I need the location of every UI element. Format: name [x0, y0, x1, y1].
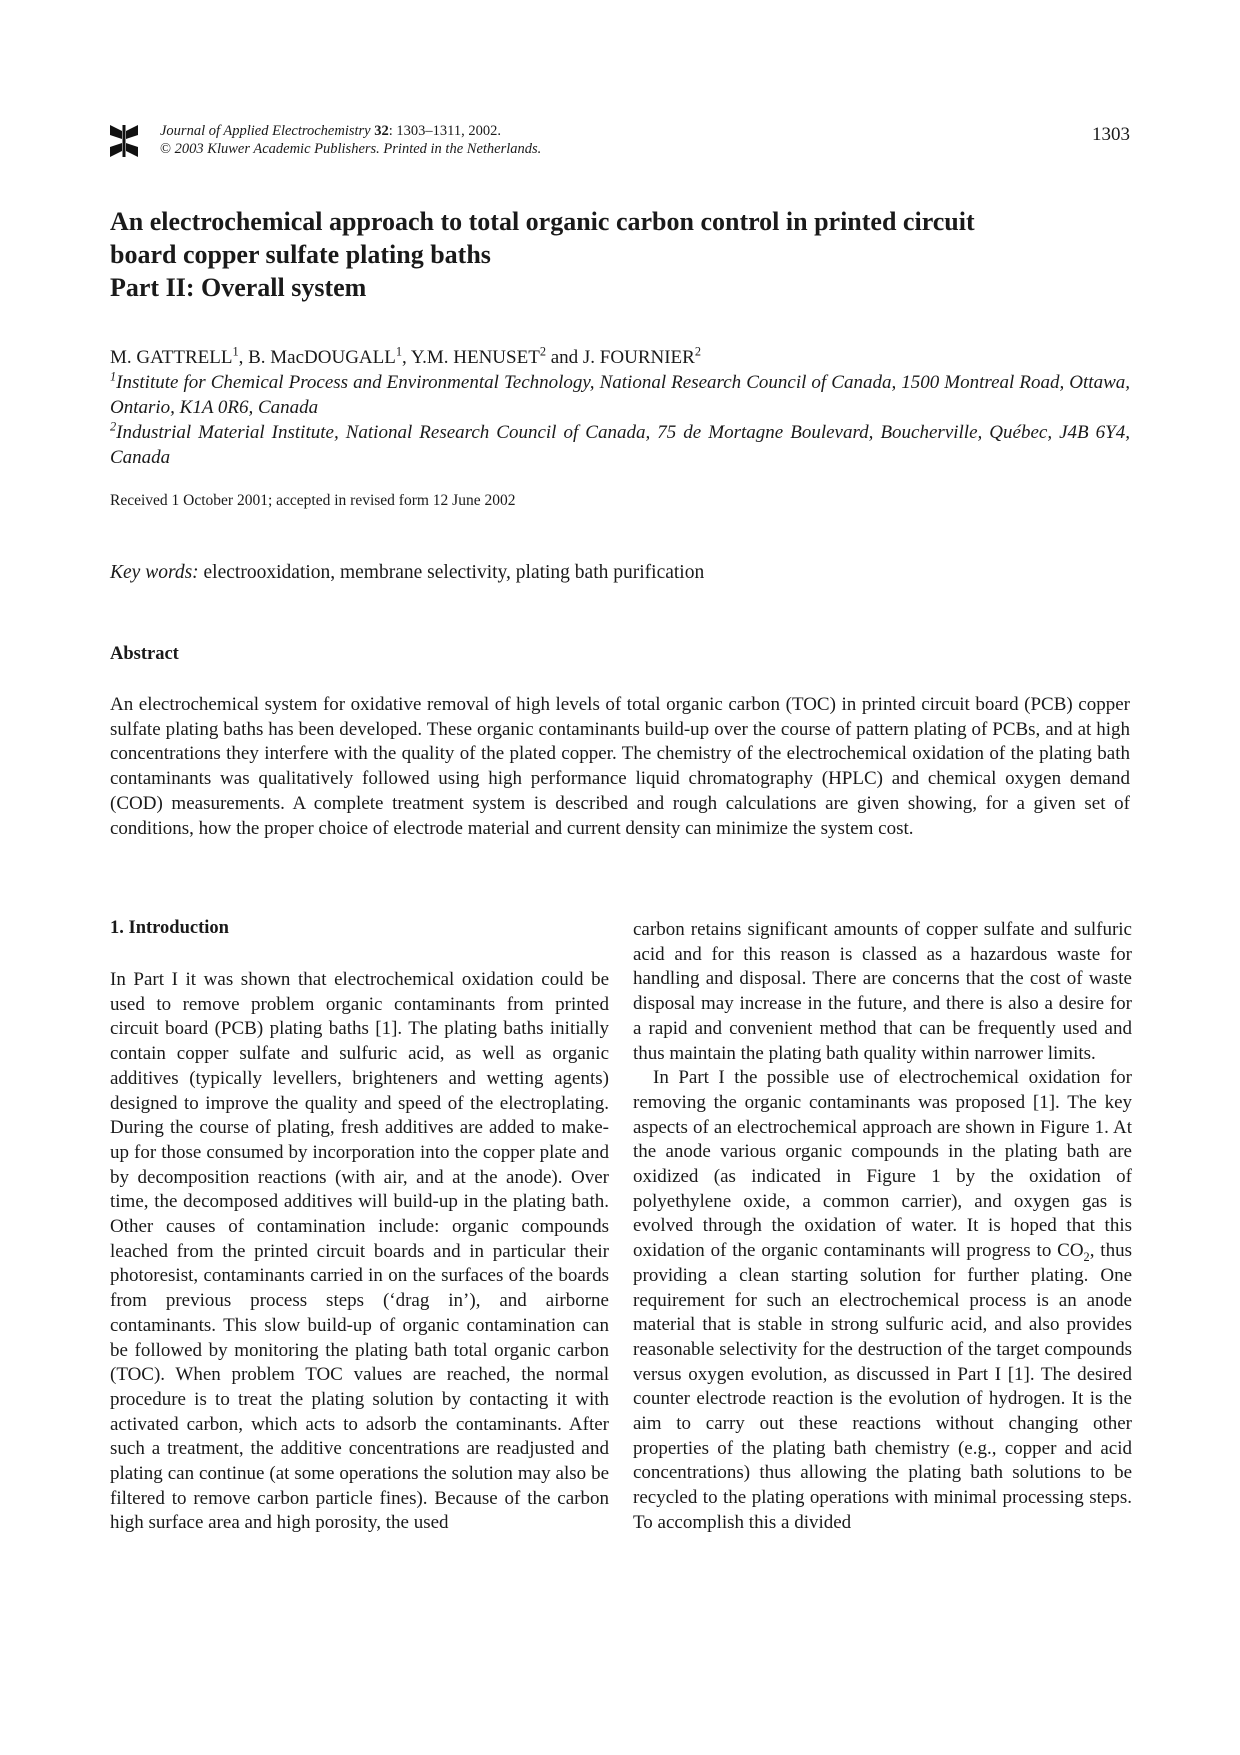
author-2-affil: 1	[395, 344, 403, 359]
column-right	[633, 918, 1132, 1536]
keywords	[110, 562, 704, 584]
title-line-1: An electrochemical approach to total organic carbon control in printed circuit	[110, 207, 975, 236]
affiliations	[110, 370, 1130, 470]
affiliation-1-text: Institute for Chemical Process and Environmental Technology, National Research Council of Canada, 1500 Montreal Road, Ottawa, Ontario, K1A 0R6, Canada	[110, 372, 1130, 418]
affiliation-2-text: Industrial Material Institute, National Research Council of Canada, 75 de Mortagne Boulevard, Boucherville, Québec, J4B 6Y4, Canada	[110, 422, 1130, 468]
publisher-logo-graphic	[108, 123, 140, 159]
author-2: , B. MacDOUGALL	[238, 347, 396, 368]
affiliation-2-marker: 2	[110, 419, 117, 434]
copyright-text: 2003 Kluwer Academic Publishers. Printed in the Netherlands.	[174, 141, 542, 157]
page-number: 1303	[1092, 124, 1130, 145]
keywords-text: electrooxidation, membrane selectivity, plating bath purification	[198, 562, 705, 583]
intro-paragraph-1: In Part I it was shown that electrochemical oxidation could be used to remove problem organic contaminants from printed circuit board (PCB) plating baths [1]. The plating baths initially contain copper sulfate and sulfuric acid, as well as organic additives (typically levellers, brighteners and wetting agents) designed to improve the quality and speed of the electroplating. During the course of plating, fresh additives are added to make-up for those consumed by incorporation into the copper plate and by decomposition reactions (with air, and at the anode). Over time, the decomposed additives will build-up in the plating bath. Other causes of contamination include: organic compounds leached from the printed circuit boards and in particular their photoresist, contaminants carried in on the surfaces of the boards from previous process steps (‘drag in’), and airborne contaminants. This slow build-up of organic contamination can be followed by monitoring the plating bath total organic carbon (TOC). When problem TOC values are reached, the normal procedure is to treat the plating solution by contacting it with activated carbon, which acts to adsorb the contaminants. After such a treatment, the additive concentrations are readjusted and plating can continue (at some operations the solution may also be filtered to remove carbon particle fines). Because of the carbon high surface area and high porosity, the used	[110, 969, 609, 1534]
co2-subscript: 2	[1083, 1249, 1090, 1264]
title-line-2: board copper sulfate plating baths	[110, 240, 491, 269]
journal-volume: 32	[374, 123, 389, 139]
journal-citation	[160, 122, 541, 158]
journal-line-1	[160, 122, 541, 140]
author-4-affil: 2	[694, 344, 701, 359]
keywords-label: Key words:	[110, 562, 199, 583]
column-left	[110, 968, 609, 1536]
abstract-text: An electrochemical system for oxidative removal of high levels of total organic carbon (TOC) in printed circuit board (PCB) copper sulfate plating baths has been developed. These organic contaminants build-up over the course of pattern plating of PCBs, and at high concentrations they interfere with the quality of the plated copper. The chemistry of the electrochemical oxidation of the plating bath contaminants was qualitatively followed using high performance liquid chromatography (HPLC) and chemical oxygen demand (COD) measurements. A complete treatment system is described and rough calculations are given showing, for a given set of conditions, how the proper choice of electrode material and current density can minimize the system cost.	[110, 694, 1130, 839]
affiliation-2	[110, 420, 1130, 470]
author-3-affil: 2	[539, 344, 546, 359]
intro-paragraph-1-continued: carbon retains significant amounts of copper sulfate and sulfuric acid and for this reason is classed as a hazardous waste for handling and disposal. There are concerns that the cost of waste disposal may increase in the future, and there is also a desire for a rapid and convenient method that can be frequently used and thus maintain the plating bath quality within narrower limits.	[633, 919, 1132, 1064]
journal-pages-year: : 1303–1311, 2002.	[388, 123, 501, 139]
author-3: , Y.M. HENUSET	[402, 347, 540, 368]
intro-paragraph-2-part-a: In Part I the possible use of electrochemical oxidation for removing the organic contaminants was proposed [1]. The key aspects of an electrochemical approach are shown in Figure 1. At the anode various organic compounds in the plating bath are oxidized (as indicated in Figure 1 by the oxidation of polyethylene oxide, a common carrier), and oxygen gas is evolved through the oxidation of water. It is hoped that this oxidation of the organic contaminants will progress to CO	[633, 1067, 1132, 1262]
abstract-heading: Abstract	[110, 644, 179, 664]
introduction-heading: 1. Introduction	[110, 918, 229, 938]
affiliation-1	[110, 370, 1130, 420]
intro-paragraph-2-part-b: , thus providing a clean starting solution for further plating. One requirement for such an electrochemical process is an anode material that is stable in strong sulfuric acid, and also provides reasonable selectivity for the destruction of the target compounds versus oxygen evolution, as discussed in Part I [1]. The desired counter electrode reaction is the evolution of hydrogen. It is the aim to carry out these reactions without changing other properties of the plating bath chemistry (e.g., copper and acid concentrations) thus allowing the plating bath solutions to be recycled to the plating operations with minimal processing steps. To accomplish this a divided	[633, 1240, 1132, 1533]
intro-paragraph-2	[633, 1066, 1132, 1535]
author-4: and J. FOURNIER	[545, 347, 695, 368]
paper-title	[110, 205, 1130, 304]
publisher-logo-icon	[108, 123, 140, 159]
author-1-affil: 1	[232, 344, 239, 359]
title-line-3: Part II: Overall system	[110, 273, 367, 302]
received-dates: Received 1 October 2001; accepted in revised form 12 June 2002	[110, 492, 516, 509]
author-list	[110, 346, 1130, 370]
author-1: M. GATTRELL	[110, 347, 233, 368]
affiliation-1-marker: 1	[110, 369, 117, 384]
journal-name: Journal of Applied Electrochemistry	[160, 123, 371, 139]
copyright-symbol: ©	[160, 141, 172, 157]
journal-line-2	[160, 140, 541, 158]
